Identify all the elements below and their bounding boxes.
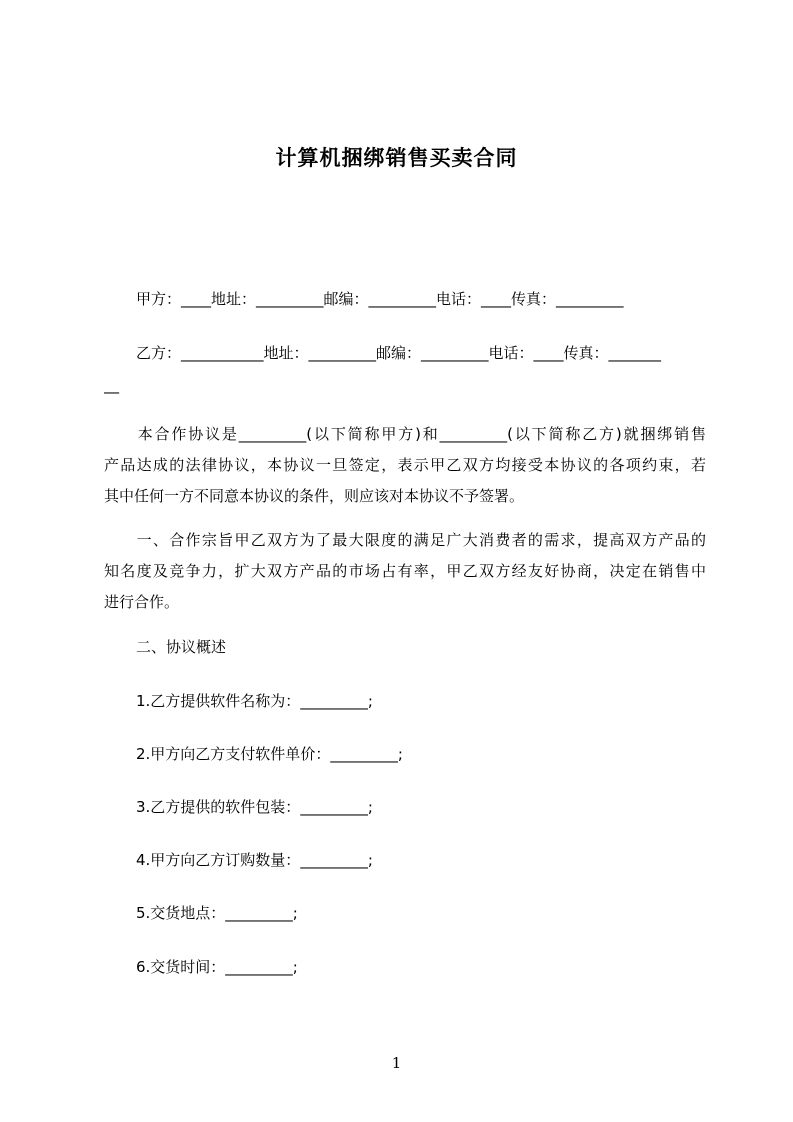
section-1-line: 一、合作宗旨甲乙双方为了最大限度的满足广大消费者的需求，提高双方产品的 [104, 531, 706, 549]
section-1-paragraph [104, 525, 706, 618]
clause-item: 2.甲方向乙方支付软件单价：_________; [136, 745, 403, 763]
intro-line: 其中任何一方不同意本协议的条件，则应该对本协议不予签署。 [104, 487, 525, 505]
page-number: 1 [391, 1054, 402, 1072]
clause-item: 1.乙方提供软件名称为：_________; [136, 692, 373, 710]
party-b-line-continuation: __ [104, 376, 119, 394]
section-2-heading: 二、协议概述 [136, 638, 227, 656]
clause-item: 5.交货地点：_________; [136, 904, 298, 922]
party-a-line: 甲方：____地址：_________邮编：_________电话：____传真：_________ [136, 290, 624, 308]
intro-line: 产品达成的法律协议，本协议一旦签定，表示甲乙双方均接受本协议的各项约束，若 [104, 456, 706, 474]
clause-item: 3.乙方提供的软件包装：_________; [136, 798, 373, 816]
clause-item: 4.甲方向乙方订购数量：_________; [136, 851, 373, 869]
intro-line: 本合作协议是_________(以下简称甲方)和_________(以下简称乙方)就捆绑销售 [104, 425, 706, 443]
intro-paragraph [104, 419, 706, 512]
section-1-line: 知名度及竞争力，扩大双方产品的市场占有率，甲乙双方经友好协商，决定在销售中 [104, 562, 706, 580]
document-title: 计算机捆绑销售买卖合同 [275, 146, 518, 170]
party-b-line: 乙方：___________地址：_________邮编：_________电话：____传真：_______ [136, 344, 662, 362]
clause-item: 6.交货时间：_________; [136, 958, 298, 976]
section-1-line: 进行合作。 [104, 593, 180, 611]
